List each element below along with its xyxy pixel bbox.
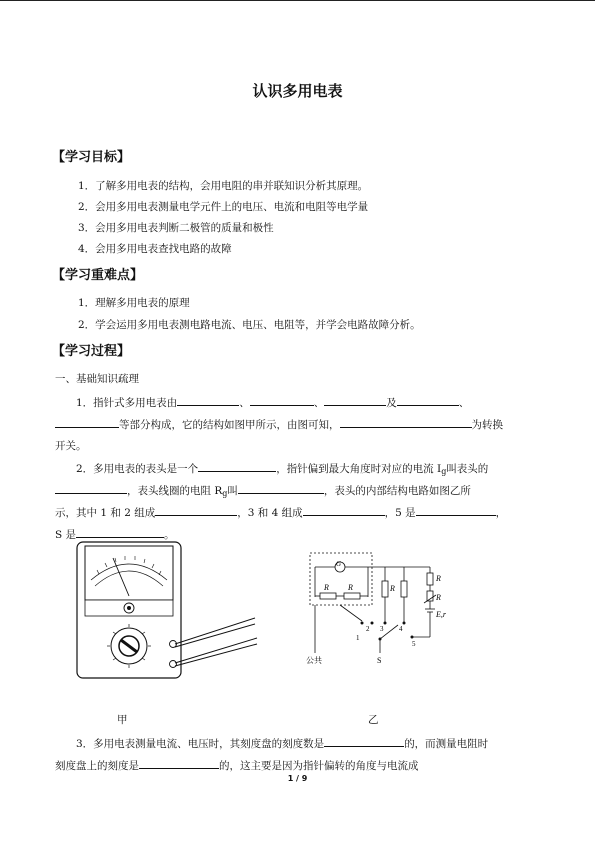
fill-blank[interactable]	[324, 735, 404, 747]
section-heading-objectives: 【学习目标】	[52, 150, 131, 165]
circuit-label-rx: R	[390, 584, 395, 593]
fill-blank[interactable]	[55, 416, 119, 428]
terminal-4: 4	[399, 625, 403, 633]
circuit-label-r6: R	[436, 593, 441, 602]
fill-blank[interactable]	[55, 482, 127, 494]
fill-blank[interactable]	[397, 394, 459, 406]
fill-blank[interactable]	[303, 504, 385, 516]
question-2-line-4: S 是 。	[55, 526, 175, 542]
key-point-item: 1．理解多用电表的原理	[78, 297, 190, 309]
fill-blank[interactable]	[139, 757, 219, 769]
fill-blank[interactable]	[198, 460, 276, 472]
fill-blank[interactable]	[238, 482, 324, 494]
question-2-line-3: 示，其中 1 和 2 组成 ，3 和 4 组成 ，5 是 ，	[55, 504, 506, 520]
question-2-line-1: 2．多用电表的表头是一个 ，指针偏到最大角度时对应的电流 $I_g$叫表头的	[76, 460, 488, 476]
circuit-label-r2: R	[348, 583, 353, 592]
switch-label: S	[377, 656, 382, 665]
fill-blank[interactable]	[324, 394, 386, 406]
common-terminal-label: 公共	[306, 656, 322, 665]
fill-blank[interactable]	[416, 504, 496, 516]
question-3-line-2: 刻度盘上的刻度是 的，这主要是因为指针偏转的角度与电流成	[55, 757, 419, 773]
objective-item: 4．会用多用电表查找电路的故障	[78, 243, 232, 255]
circuit-label-er: E,r	[436, 610, 446, 619]
question-2-line-2: ，表头线圈的电阻 $R_g$叫 ，表头的内部结构电路如图乙所	[55, 482, 471, 498]
figure-caption-left: 甲	[117, 714, 128, 726]
question-3-line-1: 3．多用电表测量电流、电压时，其刻度盘的刻度数是 的，而测量电阻时	[76, 735, 488, 751]
fill-blank[interactable]	[177, 394, 239, 406]
key-point-item: 2．学会运用多用电表测电路电流、电压、电阻等，并学会电路故障分析。	[78, 319, 421, 331]
fill-blank[interactable]	[155, 504, 237, 516]
question-1-line-2: 等部分构成，它的结构如图甲所示，由图可知， 为转换	[55, 416, 503, 432]
section-heading-key-points: 【学习重难点】	[52, 268, 144, 283]
section-heading-process: 【学习过程】	[52, 344, 131, 359]
page-number: 1 / 9	[287, 774, 308, 783]
question-1-line-1: 1．指针式多用电表由 、 、 及 、	[76, 394, 469, 410]
fill-blank[interactable]	[76, 526, 164, 538]
terminal-3: 3	[380, 625, 384, 633]
page-title: 认识多用电表	[252, 82, 343, 100]
multimeter-figure	[75, 540, 265, 682]
terminal-1: 1	[356, 634, 360, 642]
fill-blank[interactable]	[250, 394, 314, 406]
terminal-2: 2	[366, 625, 370, 633]
fill-blank[interactable]	[340, 416, 472, 428]
subheading-basics: 一、基础知识疏理	[55, 373, 139, 385]
objective-item: 3．会用多用电表判断二极管的质量和极性	[78, 222, 274, 234]
header-rule	[0, 0, 595, 1]
circuit-label-r1: R	[324, 583, 329, 592]
figure-caption-right: 乙	[368, 714, 379, 726]
objective-item: 1．了解多用电表的结构，会用电阻的串并联知识分析其原理。	[78, 180, 369, 192]
galvanometer-label: G	[336, 560, 342, 568]
objective-item: 2．会用多用电表测量电学元件上的电压、电流和电阻等电学量	[78, 201, 369, 213]
circuit-label-r5: R	[436, 574, 441, 583]
circuit-figure	[300, 545, 470, 670]
terminal-5: 5	[412, 640, 416, 648]
question-1-line-3: 开关。	[55, 440, 87, 452]
